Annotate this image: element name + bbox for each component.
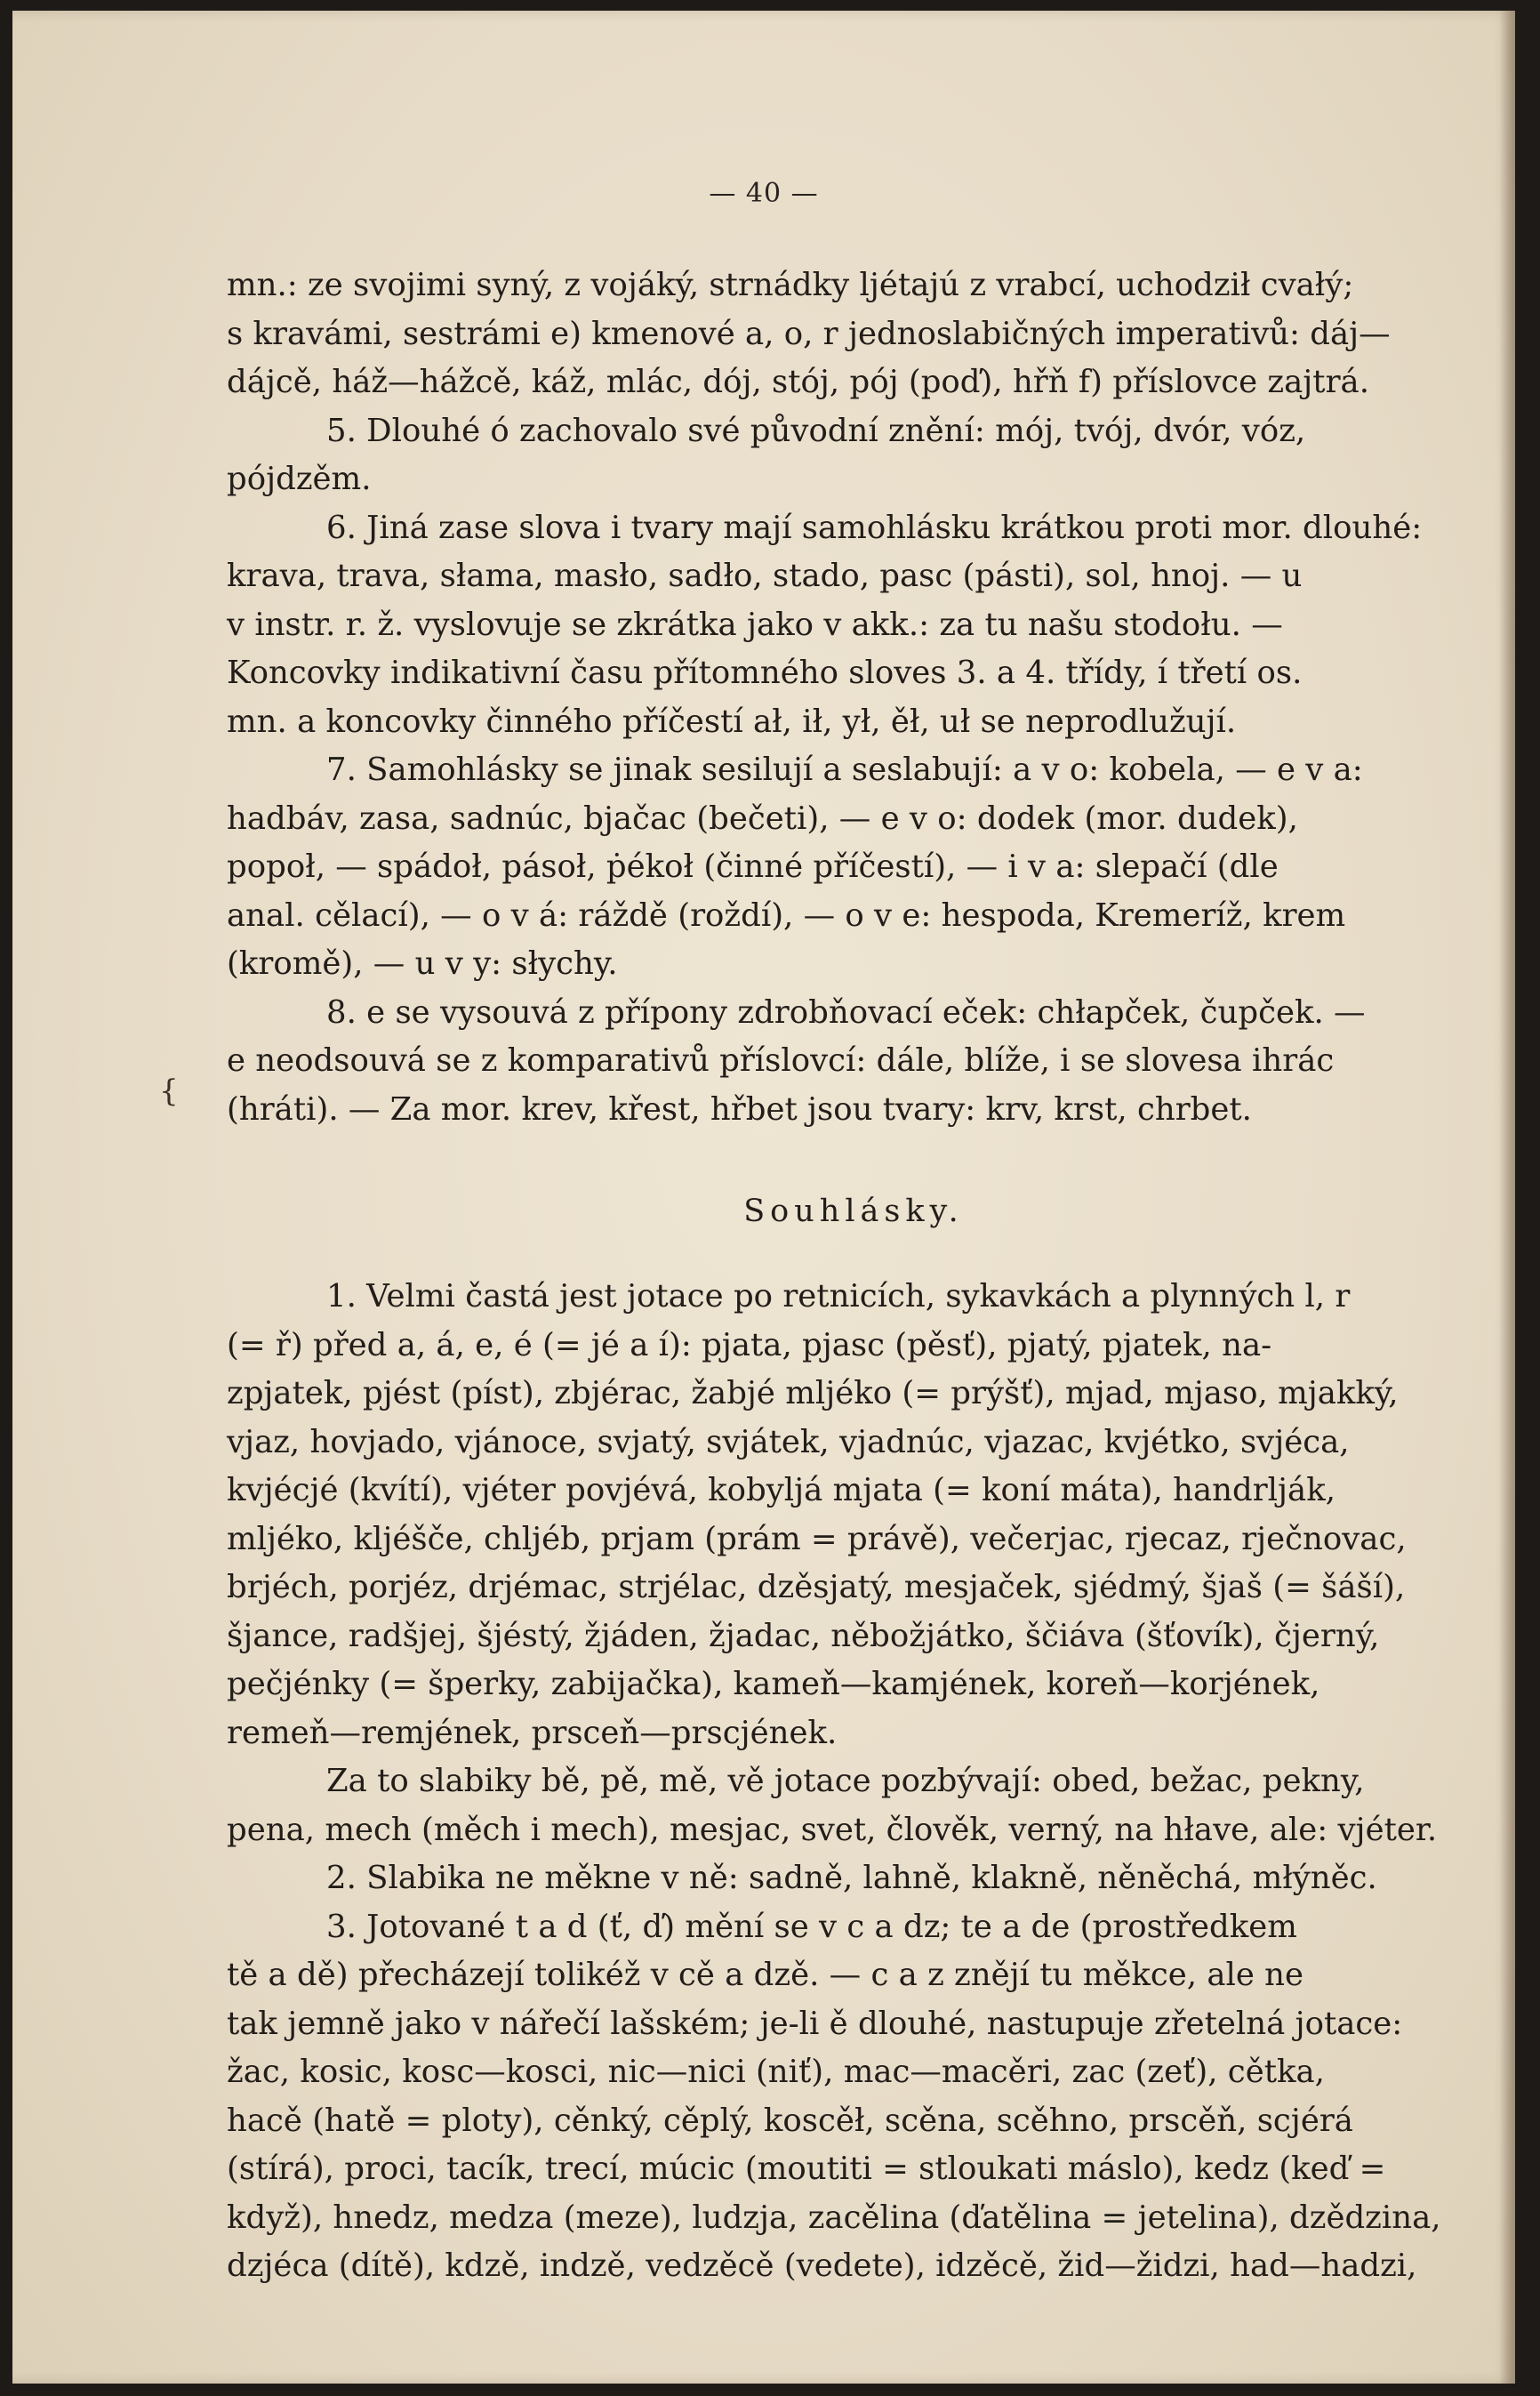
text-line: 2. Slabika ne měkne v ně: sadně, lahně, klakně, něněchá, młýněc. [326, 1860, 1377, 1896]
text-line: 5. Dlouhé ó zachovalo své původní znění: mój, tvój, dvór, vóz, [326, 412, 1306, 449]
text-line: pójdzěm. [227, 461, 372, 497]
text-line: pečjénky (= šperky, zabijačka), kameň—kamjének, koreň—korjének, [227, 1666, 1320, 1702]
text-line: mn.: ze svojimi syný, z vojáký, strnádky ljétajú z vrabcí, uchodził cvałý; [227, 267, 1354, 303]
text-line: (= ř) před a, á, e, é (= jé a í): pjata, pjasc (pěsť), pjatý, pjatek, na- [227, 1326, 1272, 1363]
text-line: popoł, — spádoł, pásoł, ṗékoł (činné příčestí), — i v a: slepačí (dle [227, 848, 1279, 885]
page-body [227, 261, 1480, 2291]
text-line: v instr. r. ž. vyslovuje se zkrátka jako v akk.: za tu našu stodołu. — [227, 606, 1283, 643]
text-line: vjaz, hovjado, vjánoce, svjatý, svjátek, vjadnúc, vjazac, kvjétko, svjéca, [227, 1423, 1350, 1460]
text-line: Za to slabiky bě, pě, mě, vě jotace pozbývají: obed, bežac, pekny, [326, 1763, 1365, 1799]
text-line: (stírá), proci, tacík, trecí, múcic (moutiti = stloukati máslo), kedz (keď = [227, 2151, 1386, 2187]
text-line: 7. Samohlásky se jinak sesilují a seslabují: a v o: kobela, — e v a: [326, 752, 1363, 788]
text-line: když), hnedz, medza (meze), ludzja, zacělina (ďatělina = jetelina), dzědzina, [227, 2199, 1441, 2236]
text-line: tak jemně jako v nářečí lašském; je-li ě dlouhé, nastupuje zřetelná jotace: [227, 2005, 1403, 2042]
text-section-consonants [227, 1273, 1480, 2291]
text-line: s kravámi, sestrámi e) kmenové a, o, r jednoslabičných imperativů: dáj— [227, 315, 1391, 352]
text-line: šjance, radšjej, šjéstý, žjáden, žjadac, něbožjátko, ščiáva (šťovík), čjerný, [227, 1617, 1380, 1654]
text-line: pena, mech (měch i mech), mesjac, svet, člověk, verný, na hłave, ale: vjéter. [227, 1811, 1438, 1848]
text-line: hadbáv, zasa, sadnúc, bjačac (bečeti), — e v o: dodek (mor. dudek), [227, 800, 1298, 837]
text-line: dájcě, háž—hážcě, káž, mlác, dój, stój, pój (poď), hřň f) příslovce zajtrá. [227, 364, 1369, 400]
text-line: 3. Jotované t a d (ť, ď) mění se v c a dz; te a de (prostředkem [326, 1908, 1297, 1945]
text-line: 6. Jiná zase slova i tvary mají samohlásku krátkou proti mor. dlouhé: [326, 509, 1423, 546]
text-line: remeň—remjének, prsceň—prscjének. [227, 1714, 838, 1751]
text-line: 8. e se vysouvá z přípony zdrobňovací eček: chłapček, čupček. — [326, 993, 1366, 1031]
text-section-vowels [227, 261, 1480, 1134]
text-line: anal. cělací), — o v á: ráždě (roždí), — o v e: hespoda, Kremeríž, krem [227, 896, 1346, 934]
text-line: tě a dě) přecházejí tolikéž v cě a dzě. — c a z znějí tu měkce, ale ne [227, 1957, 1304, 1993]
text-line: 1. Velmi častá jest jotace po retnicích, sykavkách a plynných l, r [326, 1278, 1351, 1315]
text-line: kvjécjé (kvítí), vjéter povjévá, kobyljá mjata (= koní máta), handrlják, [227, 1472, 1336, 1508]
text-line: mn. a koncovky činného příčestí ał, ił, ył, ěł, uł se neprodlužují. [227, 703, 1237, 740]
page-spine-shadow [1499, 11, 1515, 2384]
book-page [12, 11, 1515, 2384]
text-line: Koncovky indikativní času přítomného sloves 3. a 4. třídy, í třetí os. [227, 655, 1303, 691]
text-line: e neodsouvá se z komparativů příslovcí: dále, blíže, i se slovesa ihrác [227, 1042, 1335, 1079]
text-line: dzjéca (dítě), kdzě, indzě, vedzěcě (vedete), idzěcě, žid—židzi, had—hadzi, [227, 2247, 1417, 2284]
text-line: zpjatek, pjést (píst), zbjérac, žabjé mljéko (= prýšť), mjad, mjaso, mjakký, [227, 1375, 1399, 1411]
section-heading: Souhlásky. [743, 1194, 964, 1229]
text-line: mljéko, kljéšče, chljéb, prjam (prám = právě), večerjac, rjecaz, rječnovac, [227, 1520, 1407, 1557]
margin-mark: { [159, 1073, 179, 1109]
page-number: — 40 — [709, 178, 819, 209]
text-line: žac, kosic, kosc—kosci, nic—nici (niť), mac—macěri, zac (zeť), cětka, [227, 2054, 1325, 2090]
text-line: hacě (hatě = ploty), cěnký, cěplý, koscěł, scěna, scěhno, prscěň, scjérá [227, 2102, 1353, 2139]
text-line: krava, trava, słama, masło, sadło, stado, pasc (pásti), sol, hnoj. — u [227, 558, 1303, 594]
text-line: (hráti). — Za mor. krev, křest, hřbet jsou tvary: krv, krst, chrbet. [227, 1090, 1252, 1128]
text-line: (kromě), — u v y: słychy. [227, 945, 618, 982]
text-line: brjéch, porjéz, drjémac, strjélac, dzěsjatý, mesjaček, sjédmý, šjaš (= šáší), [227, 1569, 1406, 1605]
